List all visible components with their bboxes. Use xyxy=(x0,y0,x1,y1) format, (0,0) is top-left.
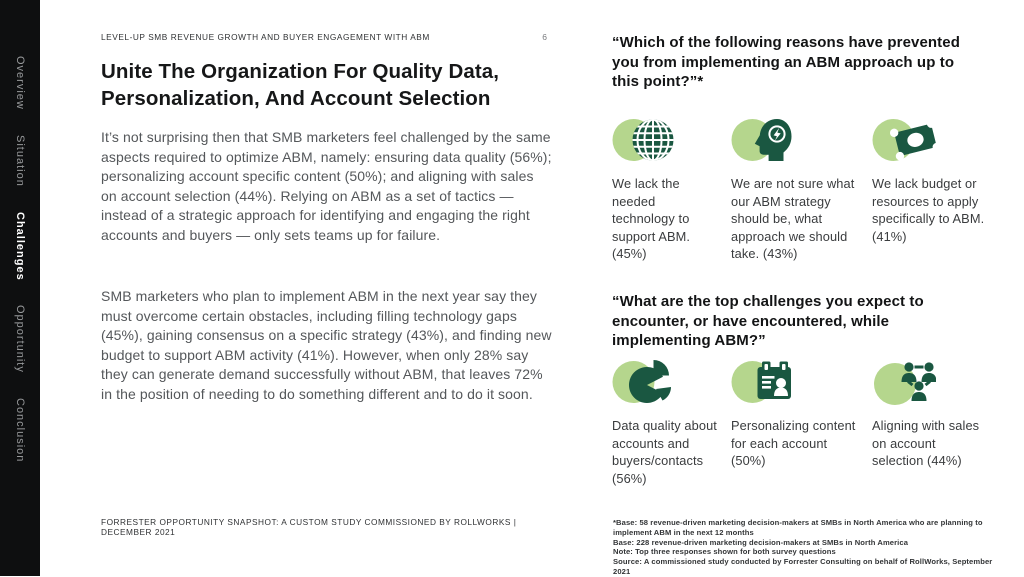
survey-q1-results xyxy=(612,117,992,263)
survey-item-label: Personalizing content for each account (50%) xyxy=(731,418,856,469)
survey-item-label: We lack the needed technology to support ABM. (45%) xyxy=(612,176,691,262)
survey-item-label: We lack budget or resources to apply specifically to ABM. (41%) xyxy=(872,176,985,244)
survey-item-technology xyxy=(612,117,731,263)
survey-item-label: Aligning with sales on account selection (44%) xyxy=(872,418,980,469)
survey-column xyxy=(612,0,1012,576)
head-bolt-icon xyxy=(731,117,858,163)
body-paragraph-2: SMB marketers who plan to implement ABM in the next year say they must overcome certain obstacles, including filling technology gaps (45%), gaining consensus on a specific strategy (43%), and finding new budget to support ABM activity (41%). However, when only 28% say they can generate demand successfully without ABM, that leaves 72% in the position of needing to do something different and to do it soon. xyxy=(101,288,552,402)
sidebar-item-opportunity[interactable]: Opportunity xyxy=(14,305,26,374)
money-icon xyxy=(872,117,986,163)
page-header xyxy=(101,32,547,42)
footnotes xyxy=(613,518,1009,577)
sidebar-item-challenges[interactable]: Challenges xyxy=(14,211,26,281)
survey-q2-results xyxy=(612,359,992,487)
body-paragraph-1: It’s not surprising then that SMB marketers feel challenged by the same aspects required to optimize ABM, namely: ensuring data quality (56%); personalizing account specific content (50%); and aligning with sales on account selection (44%). Relying on ABM as a set of tactics — instead of a strategic approach for identifying and engaging the right accounts and buyers — only sets teams up for failure. xyxy=(101,129,552,243)
survey-item-budget xyxy=(872,117,992,263)
survey-item-strategy xyxy=(731,117,872,263)
survey-item-personalizing xyxy=(731,359,872,487)
sidebar-item-conclusion[interactable]: Conclusion xyxy=(14,398,26,463)
footnote-source: Source: A commissioned study conducted by Forrester Consulting on behalf of RollWorks, September 2021 xyxy=(613,557,993,576)
sidebar-item-situation[interactable]: Situation xyxy=(14,134,26,187)
footnote-base-1: *Base: 58 revenue-driven marketing decision-makers at SMBs in North America who are planning to implement ABM in the next 12 months xyxy=(613,518,983,537)
survey-item-sales-alignment xyxy=(872,359,992,487)
survey-question-1: “Which of the following reasons have prevented you from implementing an ABM approach up to this point?”* xyxy=(612,34,960,90)
footnote-base-2: Base: 228 revenue-driven marketing decision-makers at SMBs in North America xyxy=(613,537,909,547)
section-sidebar xyxy=(0,0,40,576)
page-number: 6 xyxy=(542,32,547,42)
survey-question-2: “What are the top challenges you expect to encounter, or have encountered, while implementing ABM?” xyxy=(612,293,924,349)
footnote-note: Note: Top three responses shown for both survey questions xyxy=(613,547,836,557)
people-network-icon xyxy=(872,359,986,405)
survey-item-label: We are not sure what our ABM strategy should be, what approach we should take. (43%) xyxy=(731,176,855,262)
pie-chart-icon xyxy=(612,359,717,405)
report-eyebrow: LEVEL-UP SMB REVENUE GROWTH AND BUYER ENGAGEMENT WITH ABM xyxy=(101,32,430,42)
survey-item-label: Data quality about accounts and buyers/contacts (56%) xyxy=(612,418,717,486)
globe-icon xyxy=(612,117,717,163)
survey-item-data-quality xyxy=(612,359,731,487)
report-footer: FORRESTER OPPORTUNITY SNAPSHOT: A CUSTOM STUDY COMMISSIONED BY ROLLWORKS | DECEMBER 2021 xyxy=(101,517,517,537)
sidebar-item-overview[interactable]: Overview xyxy=(14,56,26,110)
main-text-column xyxy=(101,0,552,576)
id-badge-icon xyxy=(731,359,858,405)
page-title: Unite The Organization For Quality Data, Personalization, And Account Selection xyxy=(101,60,500,110)
